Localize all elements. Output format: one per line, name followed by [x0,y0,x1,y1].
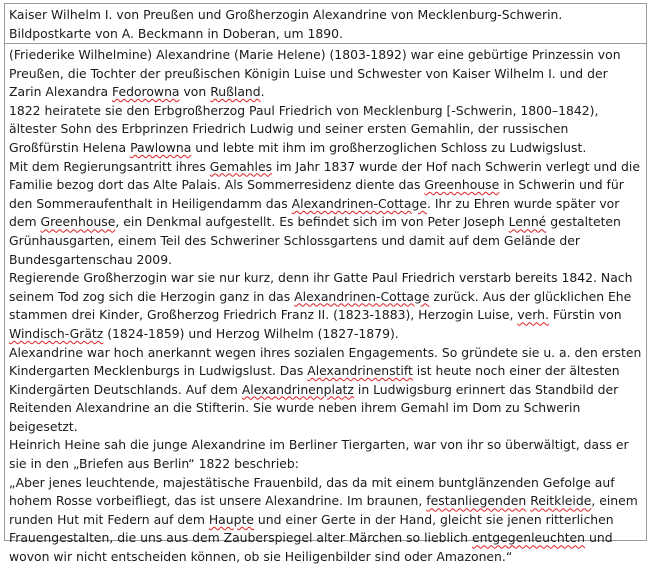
image-caption: Kaiser Wilhelm I. von Preußen und Großherzogin Alexandrine von Mecklenburg-Schwerin. Bildpostkarte von A. Beckmann in Doberan, um 1890. [4,3,647,43]
text-run: Mit dem Regierungsantritt ihres [9,158,210,174]
spellcheck-flagged-word: Alexandrinen-Cottage [294,288,430,304]
text-run: Heinrich Heine sah die junge Alexandrine im Berliner Tiergarten, war von ihr so überwältigt, dass er sie in den „Briefen aus Berlin“ 1822 beschrieb: [9,437,629,472]
text-run: in Schwerin und für den Sommeraufenthalt in Heiligendamm das [9,177,624,211]
text-run: und lebte mit ihm im großherzoglichen Schloss zu Ludwigslust. [191,139,587,155]
text-run: zurück. Aus der glücklichen Ehe stammen drei Kinder, Großherzog Friedrich Franz II. (1823-1883), Herzogin Luise, [9,288,632,323]
text-run: . [260,84,265,100]
spellcheck-flagged-word: Windisch-Grätz [9,325,104,341]
text-run: (1824-1859) und Herzog Wilhelm (1827-1879). [103,325,399,341]
paragraph [9,474,642,567]
paragraph [9,269,642,343]
text-run: und wovon wir nicht entscheiden können, ob sie Heiligenbilder sind oder Amazonen.“ [9,530,613,565]
spellcheck-flagged-word: Pawlowna [130,139,192,155]
document-page [4,3,647,565]
spellcheck-flagged-word: Gemahles [209,158,273,174]
text-run: von [179,84,211,100]
text-run: , einem runden Hut mit Federn auf dem [9,493,638,527]
text-run: , ein Denkmal aufgestellt. Es befindet sich im von Peter Joseph [115,214,509,230]
spellcheck-flagged-word: Greenhouse [40,214,116,230]
spellcheck-flagged-word: Greenhouse [424,177,500,193]
text-run: . Ihr zu Ehren wurde später vor dem [9,195,620,230]
text-run: Alexandrine war hoch anerkannt wegen ihres sozialen Engagements. So gründete sie u. a. den ersten Kindergarten Mecklenburgs in Ludwigslust. Das [9,344,642,379]
spellcheck-flagged-word: verh. [517,307,549,323]
text-run: in Ludwigsburg erinnert das Standbild der Reitenden Alexandrine an die Stifterin. Sie wurde neben ihrem Gemahl im Dom zu Schwerin beigesetzt. [9,381,619,434]
text-run: Fürstin von [548,307,622,323]
text-run: ist heute noch einer der ältesten Kindergärten Deutschlands. Auf dem [9,363,620,397]
paragraph [9,158,642,270]
spellcheck-flagged-word: Haupte [208,511,254,527]
spellcheck-flagged-word: Alexandrinenplatz [241,381,354,397]
paragraph [9,436,642,473]
spellcheck-flagged-word: festanliegenden [426,493,527,509]
text-run: und einer Gerte in der Hand, gleicht sie jenen ritterlichen Frauengestalten, die uns aus dem Zauberspiegel alter Märchen so lieblich [9,511,614,546]
text-run: gestalteten Grünhausgarten, einem Teil des Schweriner Schlossgartens und damit auf dem Gelände der Bundesgartenschau 2009. [9,214,621,267]
text-run: (Friederike Wilhelmine) Alexandrine (Marie Helene) (1803-1892) war eine gebürtige Prinzessin von Preußen, die Tochter der preußischen Königin Luise und Schwester von Kaiser Wilhelm I. und der Zarin Alexandra [9,47,621,100]
spellcheck-flagged-word: Reitkleide [530,493,592,509]
spellcheck-flagged-word: Fedorowna [112,84,180,100]
spellcheck-flagged-word: Rußland [210,84,261,100]
paragraph [9,46,642,102]
article-body [4,43,647,565]
text-run: 1822 heiratete sie den Erbgroßherzog Paul Friedrich von Mecklenburg [-Schwerin, 1800–1842), ältester Sohn des Erbprinzen Friedrich Ludwig und seiner ersten Gemahlin, der russischen Großfürstin Helena [9,102,599,155]
paragraph [9,102,642,158]
spellcheck-flagged-word: Lenné [508,214,547,230]
spellcheck-flagged-word: entgegenleuchten [471,530,586,546]
text-run: Regierende Großherzogin war sie nur kurz, denn ihr Gatte Paul Friedrich verstarb bereits 1842. Nach seinem Tod zog sich die Herzogin ganz in das [9,270,633,304]
spellcheck-flagged-word: Alexandrinen-Cottage [291,195,427,211]
spellcheck-flagged-word: Alexandrinenstift [307,363,413,379]
paragraph [9,344,642,437]
text-run: „Aber jenes leuchtende, majestätische Frauenbild, das da mit einem buntglänzenden Gefolge auf hohem Rosse vorbeifliegt, das ist unsere Alexandrine. Im braunen, [9,474,615,509]
text-run: im Jahr 1837 wurde der Hof nach Schwerin verlegt und die Familie bezog dort das Alte Palais. Als Sommerresidenz diente das [9,158,640,193]
